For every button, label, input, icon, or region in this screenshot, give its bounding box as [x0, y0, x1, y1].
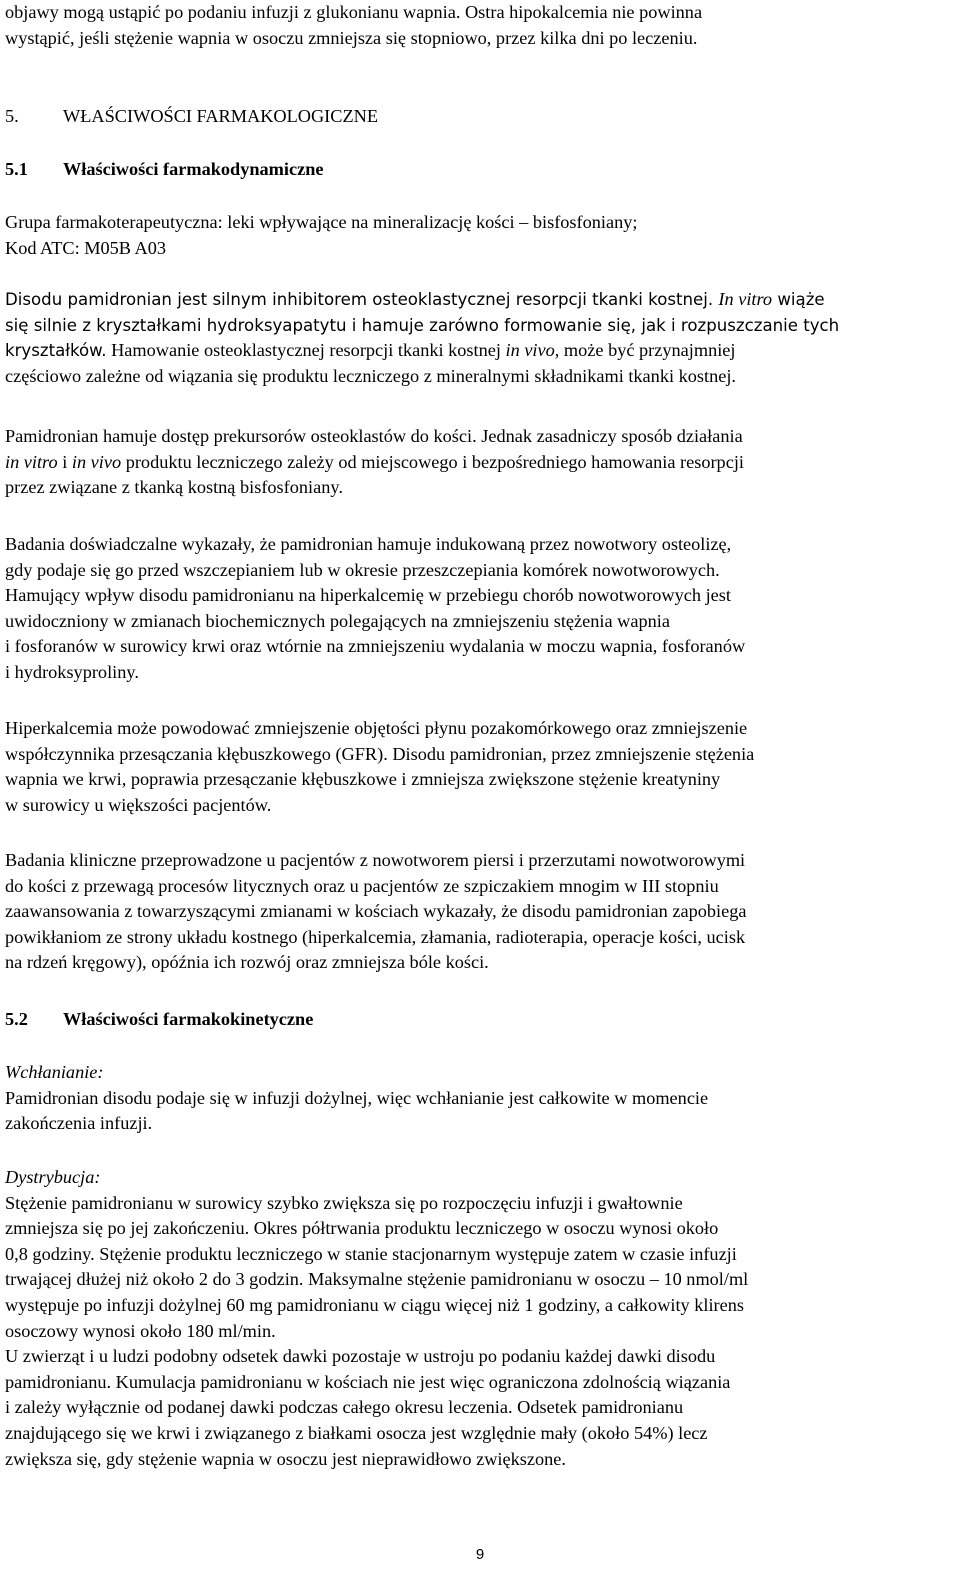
- text-line: występuje po infuzji dożylnej 60 mg pamidronianu w ciągu więcej niż 1 godziny, a całkowity klirens: [5, 1294, 745, 1315]
- paragraph-clinical: [5, 848, 746, 976]
- section-5-1-heading: [5, 157, 323, 183]
- text-line: w surowicy u większości pacjentów.: [5, 794, 272, 815]
- text-span: produktu leczniczego zależy od miejscowego i bezpośredniego hamowania resorpcji: [121, 451, 744, 472]
- text-line: na rdzeń kręgowy), opóźnia ich rozwój oraz zmniejsza bóle kości.: [5, 952, 489, 973]
- text-line: wystąpić, jeśli stężenie wapnia w osoczu zmniejsza się stopniowo, przez kilka dni po leczeniu.: [5, 27, 698, 48]
- text-line: współczynnika przesączania kłębuszkowego (GFR). Disodu pamidronian, przez zmniejszenie stężenia: [5, 743, 755, 764]
- text-span: Disodu pamidronian jest silnym inhibitorem osteoklastycznej resorpcji tkanki kostnej.: [5, 290, 714, 309]
- italic-span: in vivo: [71, 451, 122, 472]
- distribution-section: [5, 1165, 748, 1472]
- section-5-2-heading: [5, 1007, 313, 1033]
- text-line: znajdującego się we krwi i związanego z białkami osocza jest względnie mały (około 54%) lecz: [5, 1422, 708, 1443]
- text-line: [5, 450, 744, 476]
- paragraph-hypercalcemia: [5, 716, 754, 818]
- italic-span: In vitro: [718, 289, 773, 309]
- text-line: uwidoczniony w zmianach biochemicznych polegających na zmniejszeniu stężenia wapnia: [5, 610, 670, 631]
- section-number: 5.1: [5, 159, 28, 179]
- section-title: Właściwości farmakodynamiczne: [63, 159, 324, 179]
- text-line: pamidronianu. Kumulacja pamidronianu w kościach nie jest więc ograniczona zdolnością wiązania: [5, 1371, 731, 1392]
- text-span: , może być przynajmniej: [554, 340, 736, 361]
- text-line: zwiększa się, gdy stężenie wapnia w osoczu jest nieprawidłowo zwiększone.: [5, 1448, 566, 1469]
- page-number: 9: [475, 1546, 485, 1563]
- text-line: U zwierząt i u ludzi podobny odsetek dawki pozostaje w ustroju po podaniu każdej dawki disodu: [5, 1346, 716, 1367]
- text-line: osoczowy wynosi około 180 ml/min.: [5, 1320, 276, 1341]
- text-span: wiąże: [772, 290, 825, 309]
- subsection-label: Dystrybucja:: [5, 1167, 101, 1187]
- text-span: i: [57, 451, 72, 472]
- paragraph-experimental: [5, 532, 745, 686]
- italic-span: in vitro: [5, 451, 58, 472]
- text-line: Badania doświadczalne wykazały, że pamidronian hamuje indukowaną przez nowotwory osteolizę,: [5, 534, 732, 554]
- section-number: 5.2: [5, 1009, 28, 1029]
- text-line: objawy mogą ustąpić po podaniu infuzji z glukonianu wapnia. Ostra hipokalcemia nie powinna: [5, 2, 703, 22]
- text-line: wapnia we krwi, poprawia przesączanie kłębuszkowe i zmniejsza zwiększone stężenie kreatyniny: [5, 769, 721, 790]
- text-line: zakończenia infuzji.: [5, 1113, 153, 1134]
- text-line: Hiperkalcemia może powodować zmniejszenie objętości płynu pozakomórkowego oraz zmniejszenie: [5, 718, 748, 738]
- text-line: Kod ATC: M05B A03: [5, 237, 167, 258]
- text-line: 0,8 godziny. Stężenie produktu leczniczego w stanie stacjonarnym występuje zatem w czasie infuzji: [5, 1243, 737, 1264]
- text-span: Hamowanie osteoklastycznej resorpcji tkanki kostnej: [106, 340, 506, 361]
- text-line: Stężenie pamidronianu w surowicy szybko zwiększa się po rozpoczęciu infuzji i gwałtownie: [5, 1192, 683, 1213]
- text-line: Hamujący wpływ disodu pamidronianu na hiperkalcemię w przebiegu chorób nowotworowych jest: [5, 585, 731, 606]
- text-line: Pamidronian hamuje dostęp prekursorów osteoklastów do kości. Jednak zasadniczy sposób działania: [5, 426, 743, 446]
- text-line: [5, 338, 839, 364]
- text-line: i fosforanów w surowicy krwi oraz wtórnie na zmniejszeniu wydalania w moczu wapnia, fosforanów: [5, 636, 746, 657]
- italic-span: in vivo: [505, 340, 555, 361]
- paragraph-mechanism: [5, 287, 839, 389]
- text-line: przez związane z tkanką kostną bisfosfoniany.: [5, 477, 343, 498]
- text-line: zmniejsza się po jej zakończeniu. Okres półtrwania produktu leczniczego w osoczu wynosi około: [5, 1218, 719, 1239]
- text-line: częściowo zależne od wiązania się produktu leczniczego z mineralnymi składnikami tkanki kostnej.: [5, 365, 736, 386]
- text-line: powikłaniom ze strony układu kostnego (hiperkalcemia, złamania, radioterapia, operacje kości, ucisk: [5, 926, 746, 947]
- text-line: zaawansowania z towarzyszącymi zmianami w kościach wykazały, że disodu pamidronian zapobiega: [5, 901, 747, 922]
- absorption-section: [5, 1060, 708, 1137]
- section-5-heading: [5, 104, 378, 130]
- text-line: Grupa farmakoterapeutyczna: leki wpływające na mineralizację kości – bisfosfoniany;: [5, 212, 638, 232]
- section-title: WŁAŚCIWOŚCI FARMAKOLOGICZNE: [63, 106, 379, 126]
- text-line: trwającej dłużej niż około 2 do 3 godzin. Maksymalne stężenie pamidronianu w osoczu – 10 nmol/ml: [5, 1269, 749, 1290]
- text-line: Pamidronian disodu podaje się w infuzji dożylnej, więc wchłanianie jest całkowite w momencie: [5, 1087, 709, 1108]
- text-line: i hydroksyproliny.: [5, 661, 139, 682]
- text-line: [5, 287, 839, 313]
- text-line: i zależy wyłącznie od podanej dawki podczas całego okresu leczenia. Odsetek pamidronianu: [5, 1397, 684, 1418]
- text-line: do kości z przewagą procesów litycznych oraz u pacjentów ze szpiczakiem mnogim w III stopniu: [5, 875, 719, 896]
- text-line: gdy podaje się go przed wszczepianiem lub w okresie przeszczepiania komórek nowotworowych.: [5, 559, 720, 580]
- text-span: kryształków.: [5, 341, 107, 361]
- subsection-label: Wchłanianie:: [5, 1062, 104, 1082]
- pharmacotherapeutic-group: [5, 210, 637, 261]
- text-line: Badania kliniczne przeprowadzone u pacjentów z nowotworem piersi i przerzutami nowotworowymi: [5, 850, 746, 870]
- section-number: 5.: [5, 106, 19, 126]
- text-line: się silnie z kryształkami hydroksyapatytu i hamuje zarówno formowanie się, jak i rozpuszczanie tych: [5, 315, 840, 335]
- paragraph-precursors: [5, 424, 744, 501]
- intro-paragraph: [5, 0, 702, 51]
- section-title: Właściwości farmakokinetyczne: [63, 1009, 314, 1029]
